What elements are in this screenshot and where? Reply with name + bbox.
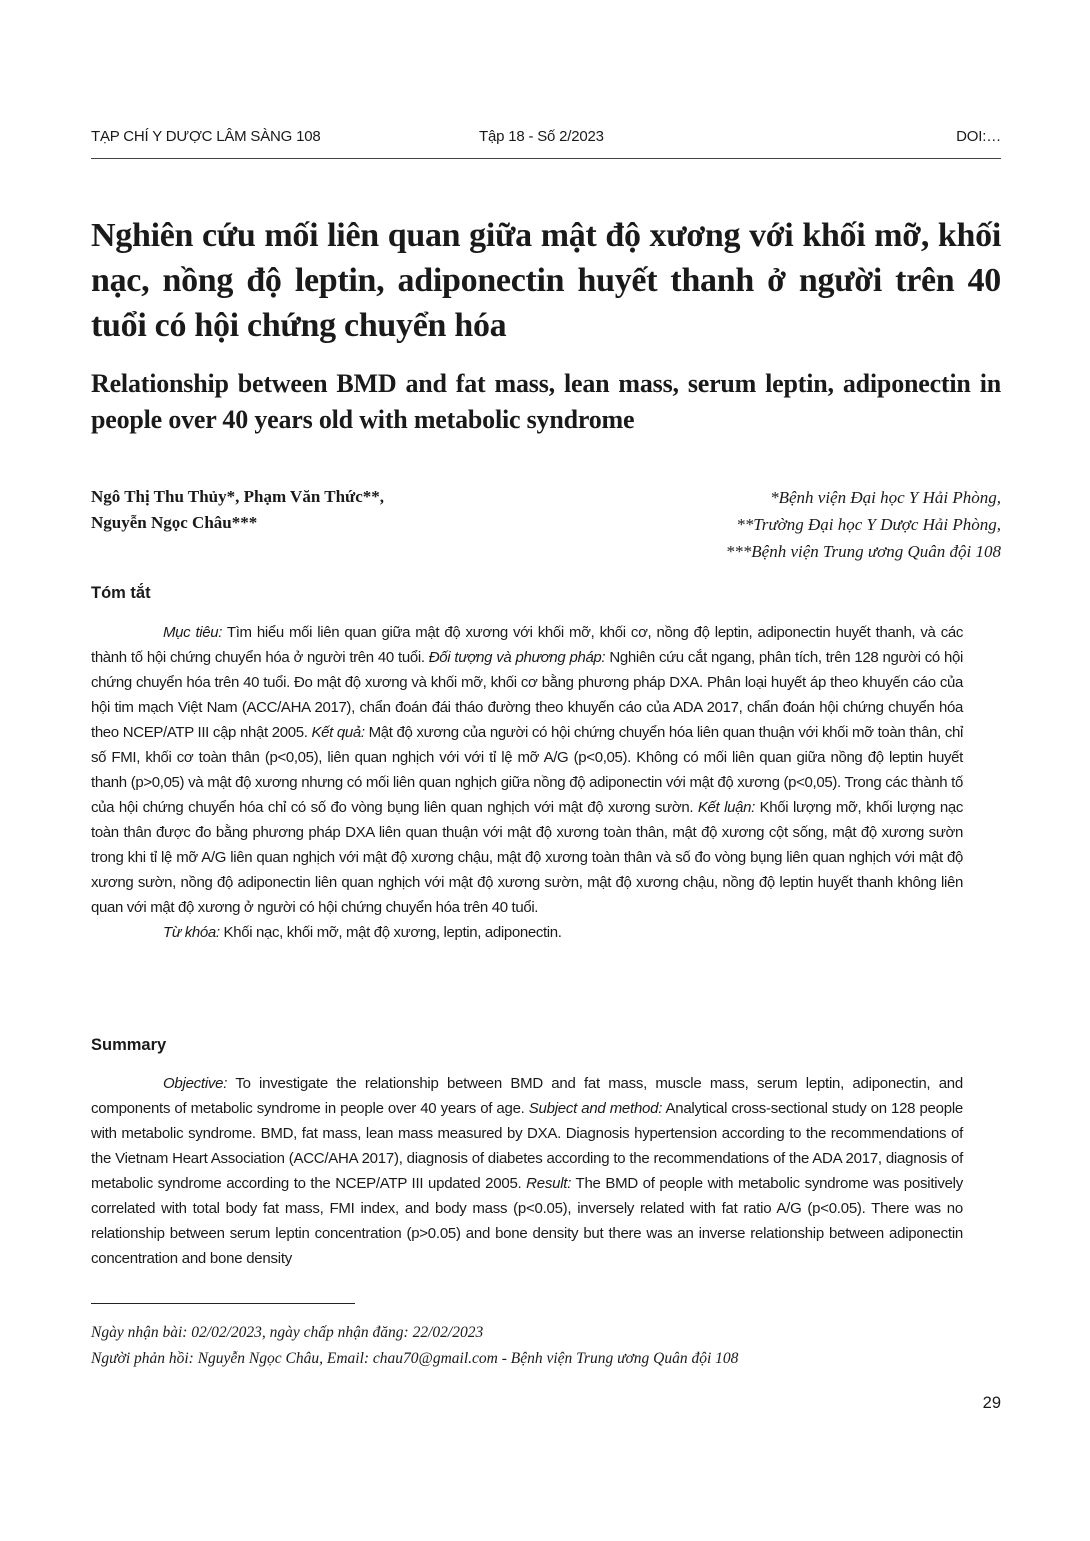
doi-label: DOI:… [956, 128, 1001, 145]
author-list [91, 484, 511, 536]
abstract-en-heading: Summary [91, 1036, 167, 1054]
objective-label: Objective: [163, 1075, 228, 1092]
title-english: Relationship between BMD and fat mass, lean mass, serum leptin, adiponectin in people over 40 years old with metabolic syndrome [91, 369, 1001, 434]
page-number: 29 [982, 1394, 1001, 1412]
journal-name: TẠP CHÍ Y DƯỢC LÂM SÀNG 108 [91, 128, 321, 145]
keywords [91, 920, 963, 945]
objective-label: Mục tiêu: [163, 624, 223, 641]
conclusion-label: Kết luận: [697, 799, 755, 816]
footnote-divider [91, 1303, 355, 1304]
result-label: Result: [526, 1175, 572, 1192]
affiliation: **Trường Đại học Y Dược Hải Phòng, [736, 515, 1001, 534]
affiliation-list [541, 484, 1001, 565]
issue-info: Tập 18 - Số 2/2023 [479, 128, 604, 145]
footnote-correspondence: Người phản hồi: Nguyễn Ngọc Châu, Email: chau70@gmail.com - Bệnh viện Trung ương Quân đội 108 [91, 1350, 739, 1367]
method-label: Đối tượng và phương pháp: [428, 649, 606, 666]
result-label: Kết quả: [311, 724, 365, 741]
running-header [91, 128, 1001, 159]
title-vietnamese: Nghiên cứu mối liên quan giữa mật độ xương với khối mỡ, khối nạc, nồng độ leptin, adiponectin huyết thanh ở người trên 40 tuổi có hội chứng chuyển hóa [91, 217, 1001, 344]
objective-text: Tìm hiểu mối liên quan giữa mật độ xương với khối mỡ, khối cơ, nồng độ leptin, adiponectin huyết thanh, và các thành tố hội chứng chuyển hóa ở người trên 40 tuổi. [91, 624, 963, 666]
method-text: Nghiên cứu cắt ngang, phân tích, trên 128 người có hội chứng chuyển hóa trên 40 tuổi. Đo mật độ xương và khối mỡ, khối cơ bằng phương pháp DXA. Phân loại huyết áp theo khuyến cáo của hội tim mạch Việt Nam (ACC/AHA 2017), chẩn đoán đái tháo đường theo khuyến cáo của ADA 2017, chẩn đoán hội chứng chuyển hóa theo NCEP/ATP III cập nhật 2005. [91, 649, 963, 741]
abstract-vietnamese [91, 620, 963, 945]
affiliation: *Bệnh viện Đại học Y Hải Phòng, [770, 488, 1001, 507]
keywords-label: Từ khóa: [163, 924, 220, 941]
method-label: Subject and method: [528, 1100, 663, 1117]
abstract-english [91, 1071, 963, 1271]
footnotes [91, 1320, 1001, 1372]
conclusion-text: Khối lượng mỡ, khối lượng nạc toàn thân được đo bằng phương pháp DXA liên quan thuận với mật độ xương toàn thân, mật độ xương cột sống, mật độ xương sườn trong khi tỉ lệ mỡ A/G liên quan nghịch với mật độ xương chậu, mật độ xương toàn thân và số đo vòng bụng liên quan nghịch với mật độ xương sườn, nồng độ adiponectin liên quan nghịch với mật độ xương sườn, mật độ xương chậu, nồng độ leptin huyết thanh không liên quan với mật độ xương ở người có hội chứng chuyển hóa trên 40 tuổi. [91, 799, 964, 916]
abstract-vi-body [91, 620, 963, 920]
author-line: Nguyễn Ngọc Châu*** [91, 513, 258, 532]
objective-text: To investigate the relationship between BMD and fat mass, muscle mass, serum leptin, adiponectin, and components of metabolic syndrome in people over 40 years of age. [91, 1075, 963, 1117]
abstract-vi-heading: Tóm tắt [91, 584, 151, 602]
method-text: Analytical cross-sectional study on 128 people with metabolic syndrome. BMD, fat mass, lean mass measured by DXA. Diagnosis hypertension according to the recommendations of the Vietnam Heart Association (ACC/AHA 2017), diagnosis of diabetes according to the recommendations of the ADA 2017, diagnosis of metabolic syndrome according to the NCEP/ATP III updated 2005. [91, 1100, 963, 1192]
result-text: The BMD of people with metabolic syndrome was positively correlated with total body fat mass, FMI index, and body mass (p<0.05), inversely related with fat ratio A/G (p<0.05). There was no relationship between serum leptin concentration (p>0.05) and bone density but there was an inverse relationship between adiponectin concentration and bone density [91, 1175, 963, 1267]
abstract-en-body [91, 1071, 963, 1271]
keywords-text: Khối nạc, khối mỡ, mật độ xương, leptin, adiponectin. [219, 924, 562, 941]
footnote-dates: Ngày nhận bài: 02/02/2023, ngày chấp nhận đăng: 22/02/2023 [91, 1324, 484, 1341]
result-text: Mật độ xương của người có hội chứng chuyển hóa liên quan thuận với khối mỡ toàn thân, chỉ số FMI, khối cơ toàn thân (p<0,05), liên quan nghịch với với tỉ lệ mỡ A/G (p<0,05). Không có mối liên quan giữa nồng độ leptin huyết thanh (p>0,05) và mật độ xương nhưng có mối liên quan nghịch giữa nồng độ adiponectin với mật độ xương (p<0,05). Trong các thành tố của hội chứng chuyển hóa chỉ có số đo vòng bụng liên quan nghịch với mật độ xương sườn. [91, 724, 964, 816]
author-line: Ngô Thị Thu Thủy*, Phạm Văn Thức**, [91, 487, 385, 506]
affiliation: ***Bệnh viện Trung ương Quân đội 108 [725, 542, 1001, 561]
